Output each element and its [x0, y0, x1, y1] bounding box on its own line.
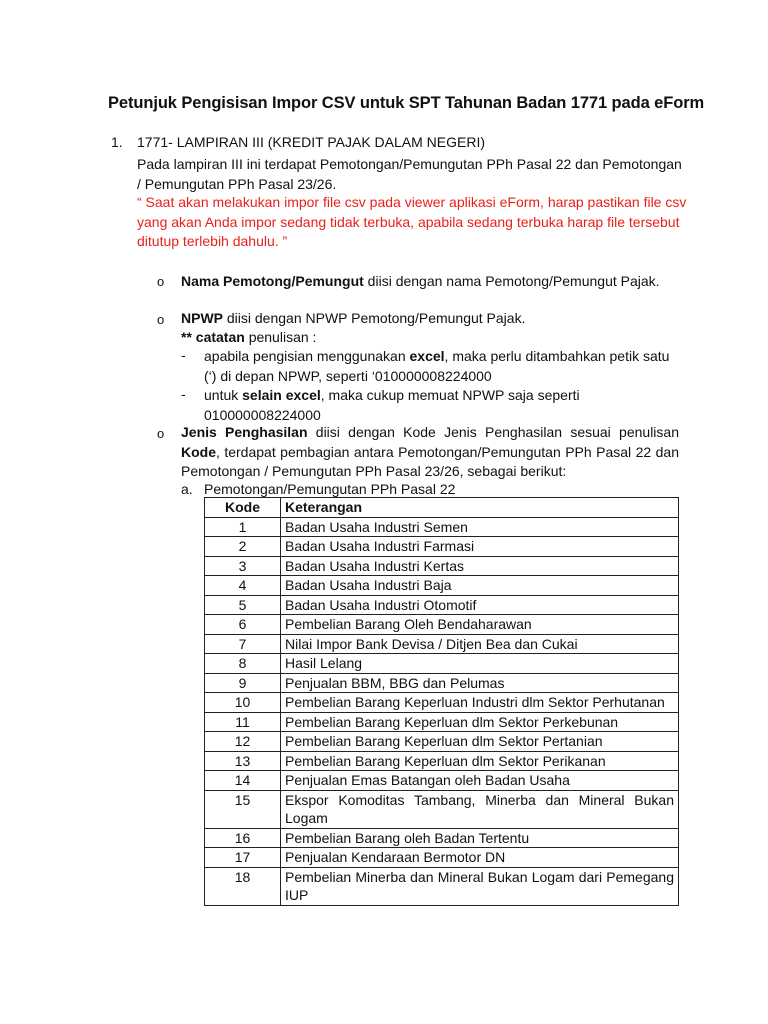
cell-keterangan: Pembelian Minerba dan Mineral Bukan Logam dari Pemegang IUP [281, 867, 679, 905]
cell-keterangan: Pembelian Barang Keperluan dlm Sektor Perikanan [281, 751, 679, 771]
cell-kode: 6 [205, 615, 281, 635]
table-row [205, 615, 679, 635]
cell-keterangan: Badan Usaha Industri Farmasi [281, 537, 679, 557]
table-row [205, 712, 679, 732]
cell-keterangan: Penjualan Kendaraan Bermotor DN [281, 848, 679, 868]
note-label: ** catatan [181, 329, 245, 345]
note-text: apabila pengisian menggunakan [204, 348, 410, 364]
cell-kode: 5 [205, 595, 281, 615]
cell-keterangan: Ekspor Komoditas Tambang, Minerba dan Mineral Bukan Logam [281, 790, 679, 828]
bullet-marker: o [157, 312, 165, 327]
cell-kode: 10 [205, 693, 281, 713]
header-kode: Kode [205, 498, 281, 518]
table-row [205, 771, 679, 791]
note-text: , maka perlu ditambahkan petik satu (‘) di depan NPWP, seperti ‘010000008224000 [204, 348, 670, 384]
section-number: 1. [111, 134, 123, 150]
table-row [205, 654, 679, 674]
table-row [205, 828, 679, 848]
table-row [205, 595, 679, 615]
table-row [205, 673, 679, 693]
note-text: untuk [204, 387, 243, 403]
warning-note: “ Saat akan melakukan impor file csv pada viewer aplikasi eForm, harap pastikan file csv yang akan Anda impor sedang tidak terbuka, apabila sedang terbuka harap file tersebut ditutup terlebih dahulu. ” [137, 194, 687, 249]
cell-kode: 4 [205, 576, 281, 596]
dash-marker: - [181, 386, 186, 402]
sub-item-label: a. [181, 481, 193, 497]
kode-table [204, 497, 679, 906]
cell-kode: 9 [205, 673, 281, 693]
cell-keterangan: Pembelian Barang Oleh Bendaharawan [281, 615, 679, 635]
page-title: Petunjuk Pengisisan Impor CSV untuk SPT Tahunan Badan 1771 pada eForm [108, 94, 705, 112]
cell-keterangan: Penjualan BBM, BBG dan Pelumas [281, 673, 679, 693]
cell-kode: 7 [205, 634, 281, 654]
item-term: NPWP [181, 310, 223, 326]
cell-keterangan: Nilai Impor Bank Devisa / Ditjen Bea dan Cukai [281, 634, 679, 654]
table-row [205, 751, 679, 771]
cell-kode: 17 [205, 848, 281, 868]
cell-keterangan: Pembelian Barang Keperluan dlm Sektor Pertanian [281, 732, 679, 752]
npwp-note-heading [181, 328, 679, 348]
section-heading: 1771- LAMPIRAN III (KREDIT PAJAK DALAM NEGERI) [137, 134, 486, 150]
note-emphasis: selain excel [242, 387, 321, 403]
table-row [205, 732, 679, 752]
cell-keterangan: Badan Usaha Industri Kertas [281, 556, 679, 576]
cell-kode: 16 [205, 828, 281, 848]
table-row [205, 556, 679, 576]
cell-kode: 14 [205, 771, 281, 791]
note-text: , maka cukup memuat NPWP saja seperti 010000008224000 [204, 387, 580, 423]
npwp-note-non-excel [204, 386, 684, 425]
cell-kode: 1 [205, 517, 281, 537]
item-npwp [181, 309, 679, 329]
table-header-row [205, 498, 679, 518]
item-text: diisi dengan Kode Jenis Penghasilan sesuai penulisan [307, 424, 679, 440]
table-row [205, 517, 679, 537]
item-term: Nama Pemotong/Pemungut [181, 273, 364, 289]
table-row [205, 867, 679, 905]
cell-keterangan: Penjualan Emas Batangan oleh Badan Usaha [281, 771, 679, 791]
cell-keterangan: Badan Usaha Industri Baja [281, 576, 679, 596]
table-row [205, 634, 679, 654]
item-nama-pemotong [181, 272, 679, 292]
cell-keterangan: Badan Usaha Industri Semen [281, 517, 679, 537]
cell-kode: 8 [205, 654, 281, 674]
cell-keterangan: Badan Usaha Industri Otomotif [281, 595, 679, 615]
item-term: Jenis Penghasilan [181, 424, 308, 440]
bullet-marker: o [157, 426, 165, 441]
cell-kode: 18 [205, 867, 281, 905]
header-keterangan: Keterangan [281, 498, 679, 518]
cell-keterangan: Pembelian Barang oleh Badan Tertentu [281, 828, 679, 848]
cell-keterangan: Hasil Lelang [281, 654, 679, 674]
cell-kode: 13 [205, 751, 281, 771]
note-text: penulisan : [244, 329, 317, 345]
cell-kode: 11 [205, 712, 281, 732]
cell-keterangan: Pembelian Barang Keperluan Industri dlm Sektor Perhutanan [281, 693, 679, 713]
section-intro: Pada lampiran III ini terdapat Pemotongan/Pemungutan PPh Pasal 22 dan Pemotongan / Pemungutan PPh Pasal 23/26. [137, 156, 682, 192]
cell-kode: 2 [205, 537, 281, 557]
table-row [205, 848, 679, 868]
item-jenis-penghasilan [181, 423, 679, 482]
table-row [205, 790, 679, 828]
item-text: diisi dengan nama Pemotong/Pemungut Pajak. [363, 273, 660, 289]
sub-item-title: Pemotongan/Pemungutan PPh Pasal 22 [204, 481, 456, 497]
item-text: , terdapat pembagian antara Pemotongan/Pemungutan PPh Pasal 22 dan Pemotongan / Pemungutan PPh Pasal 23/26, sebagai berikut: [181, 443, 679, 479]
cell-kode: 15 [205, 790, 281, 828]
table-row [205, 537, 679, 557]
table-row [205, 693, 679, 713]
bullet-marker: o [157, 274, 165, 289]
note-emphasis: excel [409, 348, 445, 364]
npwp-note-excel [204, 347, 684, 386]
item-text: diisi dengan NPWP Pemotong/Pemungut Pajak. [223, 310, 526, 326]
cell-kode: 3 [205, 556, 281, 576]
item-emphasis: Kode [181, 443, 216, 460]
table-row [205, 576, 679, 596]
cell-keterangan: Pembelian Barang Keperluan dlm Sektor Perkebunan [281, 712, 679, 732]
cell-kode: 12 [205, 732, 281, 752]
dash-marker: - [181, 347, 186, 363]
